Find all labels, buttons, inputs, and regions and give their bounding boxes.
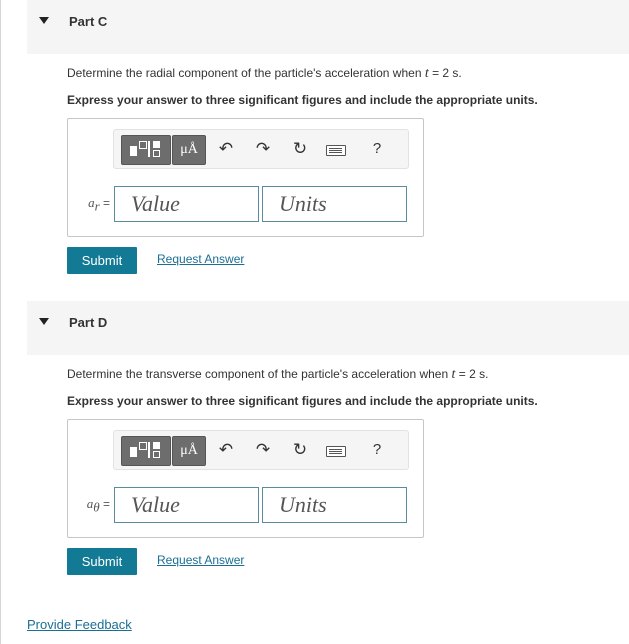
collapse-caret-icon[interactable] — [39, 318, 49, 325]
question-text: Determine the radial component of the particle's acceleration when t = 2 s. — [67, 66, 462, 81]
variable-label: $a_\theta$ = — [86, 496, 110, 515]
math-toolbar — [113, 129, 409, 169]
keyboard-icon[interactable] — [324, 135, 346, 163]
value-input[interactable]: Value — [114, 487, 259, 523]
submit-button[interactable]: Submit — [67, 548, 137, 575]
request-answer-link[interactable]: Request Answer — [157, 553, 245, 567]
units-button[interactable]: μÅ — [172, 436, 206, 466]
help-icon[interactable]: ? — [372, 140, 382, 157]
submit-button[interactable]: Submit — [67, 247, 137, 274]
undo-icon[interactable]: ↶ — [218, 139, 234, 158]
collapse-caret-icon[interactable] — [39, 17, 49, 24]
instruction-text: Express your answer to three significant figures and include the appropriate units. — [67, 394, 538, 408]
question-text: Determine the transverse component of the particle's acceleration when t = 2 s. — [67, 367, 489, 382]
reset-icon[interactable]: ↻ — [292, 139, 308, 158]
reset-icon[interactable]: ↻ — [292, 440, 308, 459]
redo-icon[interactable]: ↷ — [255, 440, 271, 459]
help-icon[interactable]: ? — [372, 441, 382, 458]
value-input[interactable]: Value — [114, 186, 259, 222]
templates-button[interactable] — [121, 436, 171, 466]
keyboard-icon[interactable] — [324, 436, 346, 464]
part-title: Part D — [69, 315, 108, 330]
math-toolbar — [113, 430, 409, 470]
answer-box — [67, 118, 424, 237]
provide-feedback-link[interactable]: Provide Feedback — [27, 617, 132, 632]
templates-button[interactable] — [121, 135, 171, 165]
variable-label: $a_r$ = — [88, 195, 110, 214]
part-d-header[interactable] — [27, 301, 629, 355]
part-title: Part C — [69, 14, 108, 29]
left-border — [0, 0, 1, 644]
redo-icon[interactable]: ↷ — [255, 139, 271, 158]
units-input[interactable]: Units — [262, 186, 407, 222]
answer-box — [67, 419, 424, 538]
units-button[interactable]: μÅ — [172, 135, 206, 165]
units-input[interactable]: Units — [262, 487, 407, 523]
undo-icon[interactable]: ↶ — [218, 440, 234, 459]
part-c-header[interactable] — [27, 0, 629, 54]
request-answer-link[interactable]: Request Answer — [157, 252, 245, 266]
instruction-text: Express your answer to three significant figures and include the appropriate units. — [67, 93, 538, 107]
